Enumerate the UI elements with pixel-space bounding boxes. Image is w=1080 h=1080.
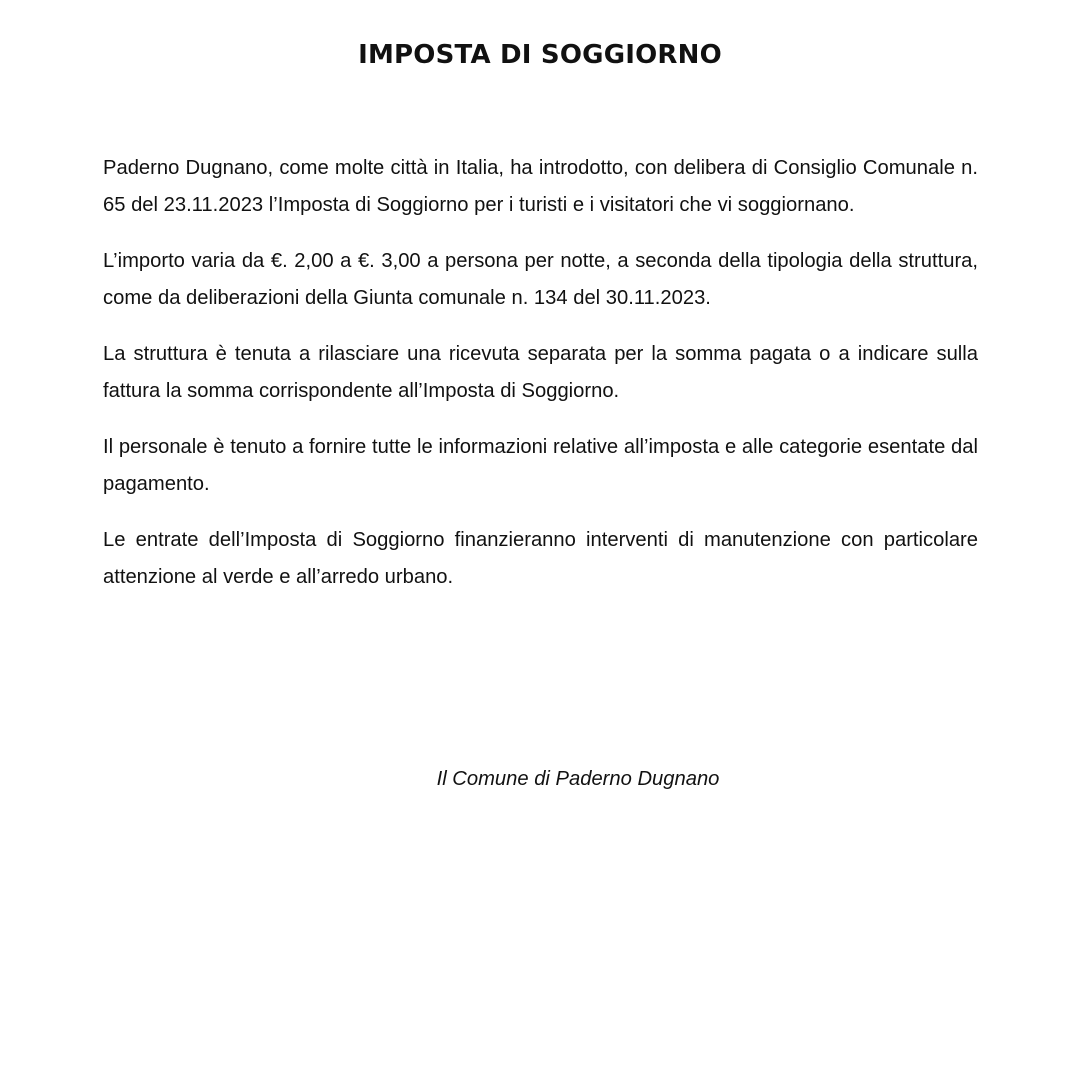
paragraph-revenue-use: Le entrate dell’Imposta di Soggiorno finanzieranno interventi di manutenzione con particolare attenzione al verde e all’arredo urbano. <box>103 529 978 588</box>
paragraph-amount: L’importo varia da €. 2,00 a €. 3,00 a persona per notte, a seconda della tipologia della struttura, come da deliberazioni della Giunta comunale n. 134 del 30.11.2023. <box>103 250 978 309</box>
paragraph-staff-info: Il personale è tenuto a fornire tutte le informazioni relative all’imposta e alle categorie esentate dal pagamento. <box>103 436 978 495</box>
page-title: IMPOSTA DI SOGGIORNO <box>358 40 722 70</box>
document-body <box>103 150 978 615</box>
signature: Il Comune di Paderno Dugnano <box>436 768 720 790</box>
paragraph-introduction: Paderno Dugnano, come molte città in Italia, ha introdotto, con delibera di Consiglio Comunale n. 65 del 23.11.2023 l’Imposta di Soggiorno per i turisti e i visitatori che vi soggiornano. <box>103 157 978 216</box>
paragraph-receipt: La struttura è tenuta a rilasciare una ricevuta separata per la somma pagata o a indicare sulla fattura la somma corrispondente all’Imposta di Soggiorno. <box>103 343 978 402</box>
